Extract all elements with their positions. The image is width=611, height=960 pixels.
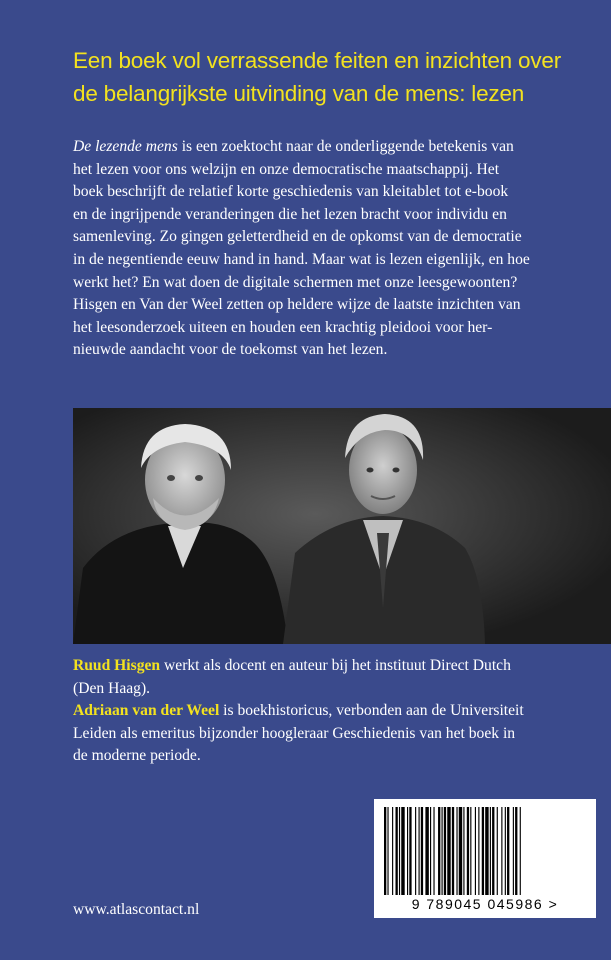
barcode-bar xyxy=(482,807,484,895)
author-2-text: is boekhistoricus, verbonden aan de Universiteit xyxy=(219,702,524,720)
barcode-bar xyxy=(444,807,446,895)
author-bios xyxy=(73,655,593,768)
book-title-italic: De lezende mens xyxy=(73,138,178,155)
blurb-line xyxy=(73,136,593,159)
barcode-bar xyxy=(447,807,450,895)
barcode-bar xyxy=(470,807,471,895)
barcode-bar xyxy=(407,807,408,895)
barcode-bar xyxy=(478,807,479,895)
author-1-text: werkt als docent en auteur bij het instituut Direct Dutch xyxy=(160,657,511,674)
barcode-bar xyxy=(497,807,498,895)
blurb-line: boek beschrijft de relatief korte geschiedenis van kleitablet tot e-book xyxy=(73,183,509,201)
barcode-bar xyxy=(433,807,434,895)
headline xyxy=(73,44,593,110)
barcode-bar xyxy=(442,807,443,895)
blurb-line: het leesonderzoek uiteen en houden een krachtig pleidooi voor her- xyxy=(73,318,493,336)
barcode-bar xyxy=(387,807,388,895)
barcode-bars xyxy=(374,799,596,899)
blurb-line: samenleving. Zo gingen geletterdheid en de opkomst van de democratie xyxy=(73,228,522,246)
barcode-bar xyxy=(475,807,476,895)
blurb-line: in de negentiende eeuw hand in hand. Maar wat is lezen eigenlijk, en hoe xyxy=(73,250,530,268)
blurb-line: Hisgen en Van der Weel zetten op heldere wijze de laatste inzichten van xyxy=(73,296,521,314)
isbn-barcode xyxy=(374,799,596,918)
barcode-bar xyxy=(392,807,393,895)
bio-author-2-cont: Leiden als emeritus bijzonder hoogleraar Geschiedenis van het boek in xyxy=(73,724,516,742)
barcode-bar xyxy=(430,807,431,895)
publisher-website[interactable]: www.atlascontact.nl xyxy=(73,901,200,918)
barcode-bar xyxy=(485,807,488,895)
barcode-bar xyxy=(409,807,411,895)
barcode-bar xyxy=(399,807,400,895)
barcode-bar xyxy=(401,807,404,895)
headline-line-2: de belangrijkste uitvinding van de mens: lezen xyxy=(73,81,525,106)
barcode-bar xyxy=(384,807,386,895)
barcode-bar xyxy=(463,807,464,895)
blurb-line: nieuwde aandacht voor de toekomst van het lezen. xyxy=(73,341,388,359)
barcode-bar xyxy=(438,807,440,895)
barcode-bar xyxy=(396,807,398,895)
bio-author-1-cont: (Den Haag). xyxy=(73,679,151,697)
barcode-bar xyxy=(421,807,423,895)
barcode-bar xyxy=(515,807,517,895)
barcode-bar xyxy=(419,807,420,895)
barcode-bar xyxy=(459,807,462,895)
blurb-line-1-rest: is een zoektocht naar de onderliggende betekenis van xyxy=(177,138,514,155)
author-photo-illustration xyxy=(73,408,611,644)
blurb-line: het lezen voor ons welzijn en onze democratische maatschappij. Het xyxy=(73,160,500,178)
barcode-bar xyxy=(467,807,469,895)
barcode-bar xyxy=(415,807,416,895)
barcode-bar xyxy=(505,807,506,895)
barcode-bar xyxy=(492,807,494,895)
headline-line-1: Een boek vol verrassende feiten en inzichten over xyxy=(73,48,562,73)
bio-author-2-cont: de moderne periode. xyxy=(73,747,201,765)
barcode-bar xyxy=(507,807,509,895)
author-photo xyxy=(73,408,611,644)
blurb xyxy=(73,136,593,362)
isbn-number: 9 789045 045986 > xyxy=(411,896,559,912)
bio-author-2 xyxy=(73,700,593,723)
barcode-bar xyxy=(490,807,491,895)
barcode-bar xyxy=(501,807,502,895)
blurb-line: werkt het? En wat doen de digitale schermen met onze leesgewoonten? xyxy=(73,273,518,291)
barcode-bar xyxy=(425,807,428,895)
barcode-bar xyxy=(456,807,457,895)
author-1-name: Ruud Hisgen xyxy=(73,657,161,674)
bio-author-1 xyxy=(73,655,593,678)
barcode-bar xyxy=(452,807,454,895)
blurb-line: en de ingrijpende veranderingen die het lezen bracht voor individu en xyxy=(73,205,507,223)
barcode-bar xyxy=(513,807,514,895)
barcode-bar xyxy=(520,807,521,895)
author-2-name: Adriaan van der Weel xyxy=(73,702,220,720)
